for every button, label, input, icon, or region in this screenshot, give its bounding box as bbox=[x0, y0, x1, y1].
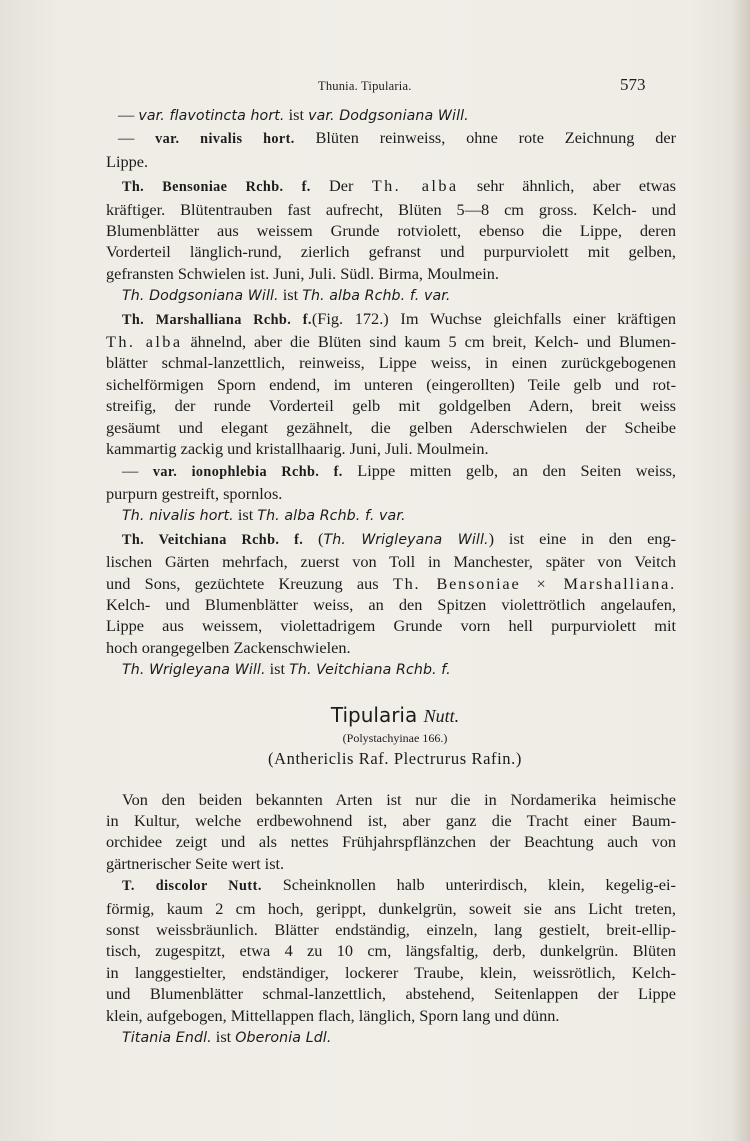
text-line: streifig, der runde Vorderteil gelb mit goldgelben Adern, breit weiss bbox=[106, 396, 676, 416]
species-name: Th. Bensoniae Rchb. f. bbox=[122, 179, 311, 196]
text-line: Lippe. bbox=[106, 151, 149, 171]
text-line: sichelförmigen Sporn endend, im unteren (eingerollten) Teile gelb und rot- bbox=[106, 374, 676, 394]
genus-author: Nutt. bbox=[423, 705, 460, 726]
text-line: gefransten Schwielen ist. Juni, Juli. Südl. Birma, Moulmein. bbox=[106, 263, 499, 283]
text-line: purpurn gestreift, spornlos. bbox=[106, 483, 283, 503]
variety-name: var. nivalis hort. bbox=[155, 131, 295, 148]
species-entry-marshalliana: Th. Marshalliana Rchb. f.(Fig. 172.) Im Wuchse gleichfalls einer kräftigen bbox=[122, 308, 676, 328]
species-name: T. discolor Nutt. bbox=[122, 878, 262, 895]
text-line: kräftiger. Blütentrauben fast aufrecht, Blüten 5—8 cm gross. Kelch- und bbox=[106, 199, 676, 219]
text-line: in langgestielter, endständiger, lockerer Traube, klein, weissrötlich, Kelch- bbox=[106, 962, 676, 982]
text-line: blätter schmal-lanzettlich, reinweiss, Lippe weiss, in einen zurückgebogenen bbox=[106, 353, 676, 373]
text-line: Kelch- und Blumenblätter weiss, an den Spitzen violettrötlich angelaufen, bbox=[106, 594, 676, 614]
text-line: Von den beiden bekannten Arten ist nur die in Nordamerika heimische bbox=[122, 789, 676, 809]
text-line: sonst weissbräunlich. Blätter endständig, einzeln, lang gestielt, breit-ellip- bbox=[106, 920, 676, 939]
text-line: und Blumenblätter schmal-lanzettlich, abstehend, Seitenlappen der Lippe bbox=[106, 984, 676, 1004]
text-line: hoch orangegelben Zackenschwielen. bbox=[106, 637, 351, 657]
text-line: klein, aufgebogen, Mittellappen flach, länglich, Sporn lang und dünn. bbox=[106, 1005, 560, 1025]
page-body bbox=[106, 104, 677, 1049]
variety-entry: — var. ionophlebia Rchb. f. Lippe mitten gelb, an den Seiten weiss, bbox=[122, 460, 676, 480]
synonym-line: Titania Endl. ist Oberonia Ldl. bbox=[122, 1027, 332, 1047]
text-line: Blumenblätter aus weissem Grunde rotviolett, ebenso die Lippe, deren bbox=[106, 221, 676, 241]
species-entry-bensoniae: Th. Bensoniae Rchb. f. Der Th. alba sehr ähnlich, aber etwas bbox=[122, 176, 676, 196]
running-head: Thunia. Tipularia. bbox=[318, 79, 412, 93]
text-line: und Sons, gezüchtete Kreuzung aus Th. Bensoniae × Marshalliana. bbox=[106, 573, 676, 593]
text-line: Lippe aus weissem, violettadrigem Grunde vorn hell purpurviolett mit bbox=[106, 616, 676, 636]
text-line: in Kultur, welche erdbewohnend ist, aber ganz die Tracht einer Baum- bbox=[106, 810, 676, 830]
species-name: Th. Marshalliana Rchb. f. bbox=[122, 311, 312, 328]
synonym-line: Th. Dodgsoniana Will. ist Th. alba Rchb. f. var. bbox=[122, 285, 451, 305]
species-entry-discolor: T. discolor Nutt. Scheinknollen halb unterirdisch, klein, kegelig-ei- bbox=[122, 875, 676, 895]
page-number: 573 bbox=[620, 75, 646, 94]
species-entry-veitchiana: Th. Veitchiana Rchb. f. (Th. Wrigleyana Will.) ist eine in den eng- bbox=[122, 528, 677, 548]
synonym-line: Th. Wrigleyana Will. ist Th. Veitchiana Rchb. f. bbox=[122, 659, 451, 679]
text-line: orchidee zeigt und als nettes Frühjahrspflänzchen der Beachtung auch von bbox=[106, 832, 676, 852]
text-line: Vorderteil länglich-rund, zierlich gefranst und purpurviolett mit gelben, bbox=[106, 242, 676, 262]
text-line: Th. alba ähnelnd, aber die Blüten sind kaum 5 cm breit, Kelch- und Blumen- bbox=[106, 332, 676, 352]
text-line: gesäumt und elegant gezähnelt, die gelben Aderschwielen der Scheibe bbox=[106, 417, 676, 437]
genus-heading: Tipularia Nutt. bbox=[330, 702, 460, 727]
synonym-target: var. Dodgsoniana Will. bbox=[308, 108, 469, 124]
text-line: kammartig zackig und kristallhaarig. Juni, Juli. Moulmein. bbox=[106, 439, 489, 459]
genus-synonyms: (Anthericlis Raf. Plectrurus Rafin.) bbox=[268, 748, 522, 768]
page-edge-shadow bbox=[732, 0, 750, 1141]
page-header bbox=[0, 75, 750, 97]
synonym-line: — var. flavotincta hort. ist var. Dodgsoniana Will. bbox=[118, 105, 469, 124]
text-line: förmig, kaum 2 cm hoch, gerippt, dunkelgrün, soweit sie ans Licht treten, bbox=[106, 898, 676, 918]
genus-subtitle: (Polystachyinae 166.) bbox=[342, 730, 448, 745]
synonym-line: Th. nivalis hort. ist Th. alba Rchb. f. var. bbox=[122, 505, 406, 525]
species-name: Th. Veitchiana Rchb. f. bbox=[122, 531, 304, 548]
variety-entry: — var. nivalis hort. Blüten reinweiss, ohne rote Zeichnung der bbox=[118, 128, 677, 148]
synonym-name: var. flavotincta hort. bbox=[138, 108, 285, 124]
text-line: lischen Gärten mehrfach, zuerst von Toll in Manchester, später von Veitch bbox=[106, 552, 676, 572]
text-line: gärtnerischer Seite wert ist. bbox=[106, 853, 285, 873]
text-line: tisch, zugespitzt, etwa 4 zu 10 cm, längsfaltig, derb, dunkelgrün. Blüten bbox=[106, 941, 676, 961]
variety-name: var. ionophlebia Rchb. f. bbox=[152, 463, 343, 480]
